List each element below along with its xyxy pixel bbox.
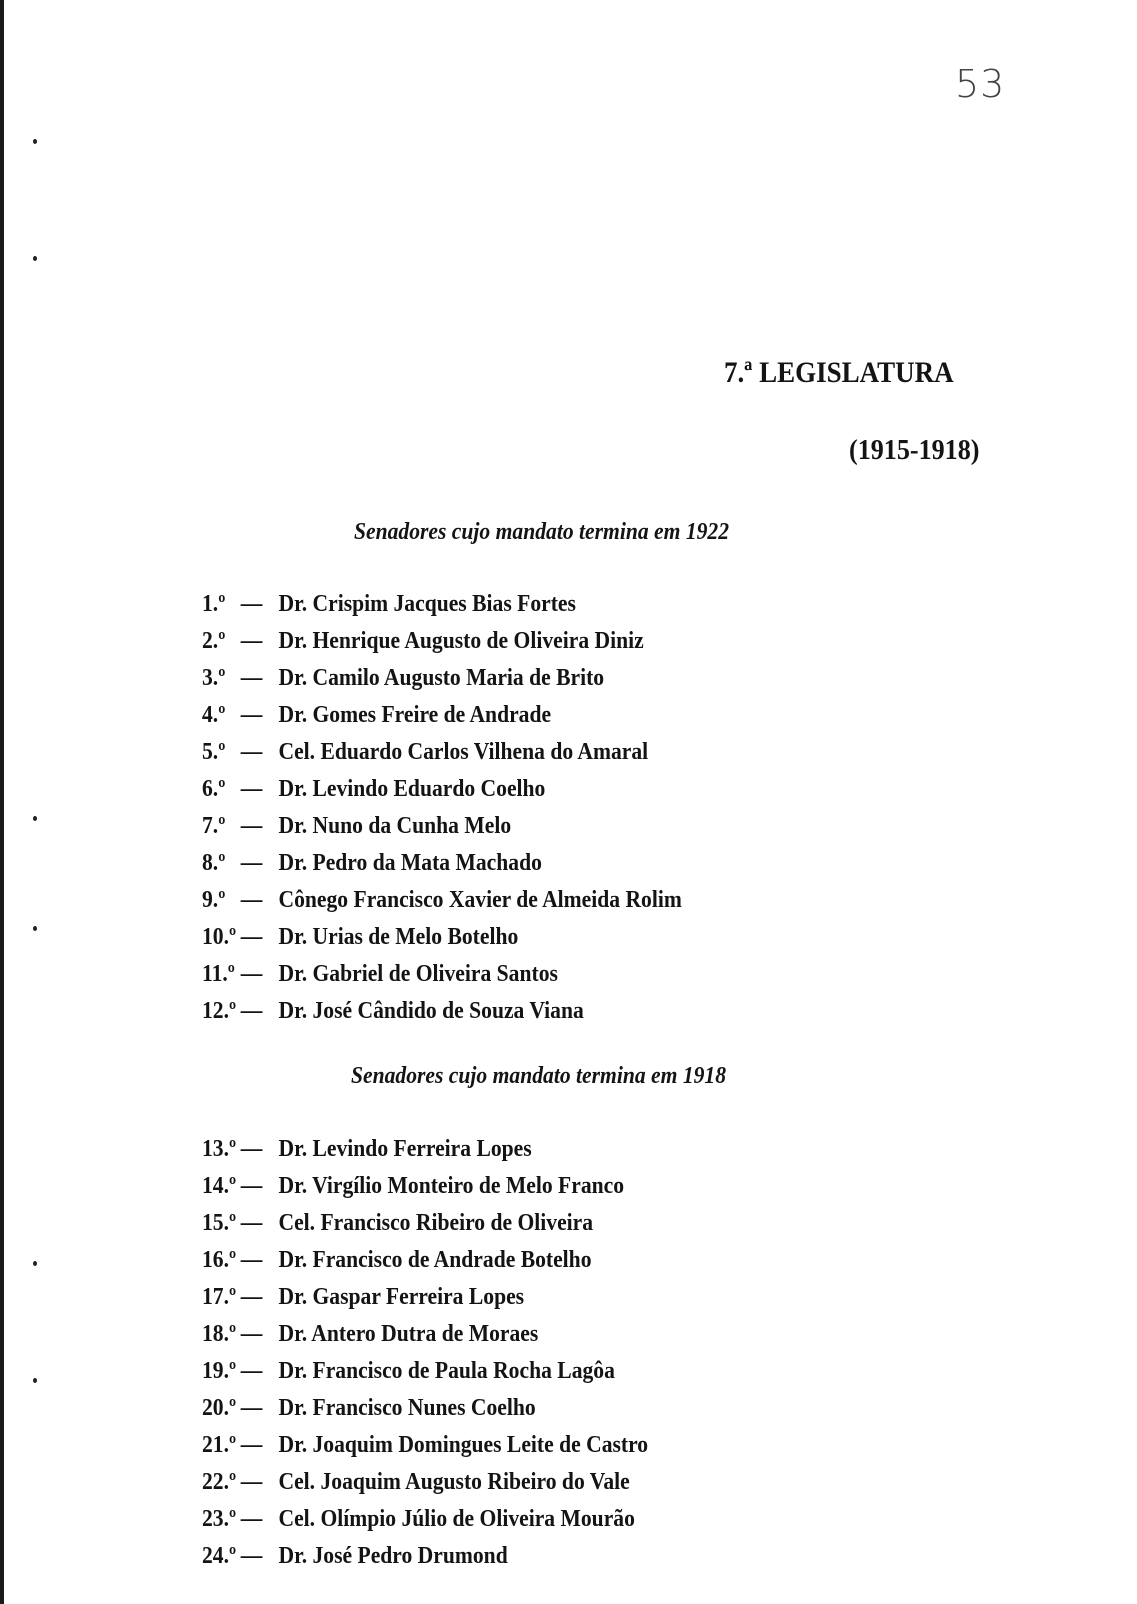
entry-number: 13.º xyxy=(202,1136,237,1162)
senator-entry xyxy=(202,1427,648,1464)
entry-number: 21.º xyxy=(202,1432,237,1458)
legislature-period: (1915-1918) xyxy=(849,434,980,466)
senator-name: Dr. Gaspar Ferreira Lopes xyxy=(278,1284,525,1310)
senator-name: Cel. Eduardo Carlos Vilhena do Amaral xyxy=(278,739,649,765)
senator-entry xyxy=(202,919,682,956)
entry-dash: — xyxy=(240,850,263,876)
senator-entry xyxy=(202,1538,648,1575)
senator-name: Dr. Virgílio Monteiro de Melo Franco xyxy=(278,1173,625,1199)
senator-entry xyxy=(202,1464,648,1501)
entry-dash: — xyxy=(240,998,263,1024)
entry-number: 2.º xyxy=(202,628,226,654)
entry-dash: — xyxy=(240,1358,263,1384)
section-title: Senadores cujo mandato termina em 1922 xyxy=(354,519,730,545)
margin-dot xyxy=(33,926,37,931)
entry-dash: — xyxy=(240,1173,263,1199)
section-title: Senadores cujo mandato termina em 1918 xyxy=(351,1063,727,1089)
senator-entry xyxy=(202,1168,648,1205)
senator-entry xyxy=(202,882,682,919)
senator-name: Dr. Joaquim Domingues Leite de Castro xyxy=(278,1432,649,1458)
entry-number: 20.º xyxy=(202,1395,237,1421)
senator-entry xyxy=(202,1316,648,1353)
senator-name: Dr. Francisco de Andrade Botelho xyxy=(278,1247,592,1273)
entry-number: 17.º xyxy=(202,1284,237,1310)
entry-dash: — xyxy=(240,628,263,654)
entry-dash: — xyxy=(240,1506,263,1532)
senator-entry xyxy=(202,771,682,808)
senator-entry xyxy=(202,993,682,1030)
senator-entry xyxy=(202,697,682,734)
senator-entry xyxy=(202,808,682,845)
entry-number: 11.º xyxy=(202,961,235,987)
entry-number: 6.º xyxy=(202,776,226,802)
margin-dot xyxy=(33,816,37,821)
senator-entry xyxy=(202,623,682,660)
entry-dash: — xyxy=(240,1395,263,1421)
margin-dot xyxy=(33,1261,37,1266)
senator-list xyxy=(202,586,735,1030)
senator-entry xyxy=(202,1242,648,1279)
senator-name: Dr. Levindo Eduardo Coelho xyxy=(278,776,546,802)
senator-name: Dr. Francisco de Paula Rocha Lagôa xyxy=(278,1358,615,1384)
entry-dash: — xyxy=(240,1284,263,1310)
entry-dash: — xyxy=(240,924,263,950)
senator-entry xyxy=(202,1390,648,1427)
entry-number: 1.º xyxy=(202,591,226,617)
senator-name: Dr. Henrique Augusto de Oliveira Diniz xyxy=(278,628,644,654)
senator-name: Dr. Camilo Augusto Maria de Brito xyxy=(278,665,605,691)
entry-number: 14.º xyxy=(202,1173,237,1199)
entry-number: 15.º xyxy=(202,1210,237,1236)
entry-number: 10.º xyxy=(202,924,237,950)
senator-entry xyxy=(202,660,682,697)
entry-dash: — xyxy=(240,1469,263,1495)
entry-dash: — xyxy=(240,591,263,617)
senator-entry xyxy=(202,734,682,771)
page-number: 53 xyxy=(955,62,1006,106)
page-left-border xyxy=(0,0,4,1604)
margin-dot xyxy=(33,256,37,261)
senator-name: Dr. Gabriel de Oliveira Santos xyxy=(278,961,558,987)
senator-name: Dr. Antero Dutra de Moraes xyxy=(278,1321,539,1347)
entry-number: 9.º xyxy=(202,887,226,913)
entry-number: 18.º xyxy=(202,1321,237,1347)
entry-dash: — xyxy=(240,1210,263,1236)
margin-dot xyxy=(33,139,37,144)
senator-name: Dr. Crispim Jacques Bias Fortes xyxy=(278,591,576,617)
margin-dot xyxy=(33,1378,37,1383)
entry-dash: — xyxy=(240,1432,263,1458)
entry-dash: — xyxy=(240,739,263,765)
senator-entry xyxy=(202,1501,648,1538)
senator-entry xyxy=(202,586,682,623)
senator-name: Cel. Joaquim Augusto Ribeiro do Vale xyxy=(278,1469,630,1495)
entry-dash: — xyxy=(240,887,263,913)
entry-dash: — xyxy=(240,813,263,839)
entry-number: 7.º xyxy=(202,813,226,839)
senator-name: Cônego Francisco Xavier de Almeida Rolim xyxy=(278,887,682,913)
entry-dash: — xyxy=(240,776,263,802)
entry-number: 3.º xyxy=(202,665,226,691)
senator-name: Dr. José Cândido de Souza Viana xyxy=(278,998,584,1024)
entry-dash: — xyxy=(240,961,263,987)
entry-dash: — xyxy=(240,665,263,691)
senator-entry xyxy=(202,1353,648,1390)
entry-number: 4.º xyxy=(202,702,226,728)
entry-number: 23.º xyxy=(202,1506,237,1532)
entry-number: 22.º xyxy=(202,1469,237,1495)
senator-entry xyxy=(202,1131,648,1168)
senator-name: Dr. José Pedro Drumond xyxy=(278,1543,508,1569)
senator-list xyxy=(202,1131,698,1575)
senator-name: Dr. Levindo Ferreira Lopes xyxy=(278,1136,532,1162)
entry-number: 8.º xyxy=(202,850,226,876)
legislature-heading: 7.ª LEGISLATURA xyxy=(724,356,954,389)
entry-dash: — xyxy=(240,1543,263,1569)
entry-number: 19.º xyxy=(202,1358,237,1384)
senator-name: Dr. Nuno da Cunha Melo xyxy=(278,813,512,839)
senator-name: Dr. Urias de Melo Botelho xyxy=(278,924,519,950)
entry-dash: — xyxy=(240,1321,263,1347)
entry-number: 12.º xyxy=(202,998,237,1024)
senator-name: Cel. Francisco Ribeiro de Oliveira xyxy=(278,1210,594,1236)
senator-name: Dr. Gomes Freire de Andrade xyxy=(278,702,552,728)
senator-entry xyxy=(202,1279,648,1316)
entry-number: 5.º xyxy=(202,739,226,765)
senator-name: Dr. Pedro da Mata Machado xyxy=(278,850,542,876)
senator-name: Dr. Francisco Nunes Coelho xyxy=(278,1395,536,1421)
senator-entry xyxy=(202,956,682,993)
entry-dash: — xyxy=(240,702,263,728)
entry-dash: — xyxy=(240,1247,263,1273)
senator-entry xyxy=(202,1205,648,1242)
senator-name: Cel. Olímpio Júlio de Oliveira Mourão xyxy=(278,1506,635,1532)
entry-dash: — xyxy=(240,1136,263,1162)
senator-entry xyxy=(202,845,682,882)
entry-number: 16.º xyxy=(202,1247,237,1273)
entry-number: 24.º xyxy=(202,1543,237,1569)
